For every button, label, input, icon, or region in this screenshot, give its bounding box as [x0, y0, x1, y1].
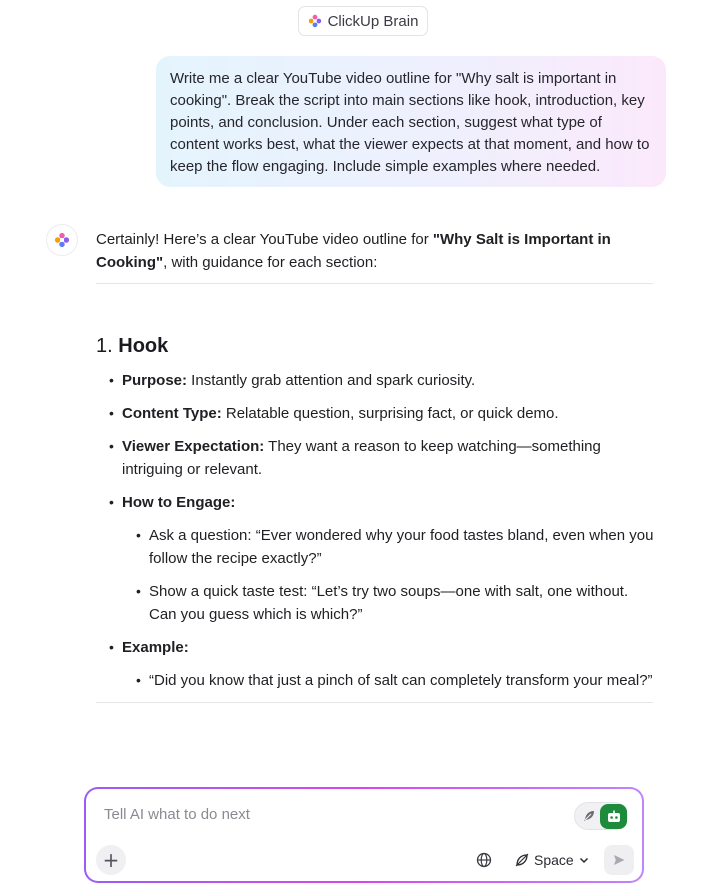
- header-title: ClickUp Brain: [327, 12, 419, 30]
- item-text: Relatable question, surprising fact, or quick demo.: [221, 405, 559, 422]
- clickup-brain-avatar-icon: [54, 232, 70, 248]
- reply-intro-suffix: , with guidance for each section:: [163, 254, 378, 271]
- sublist-item: • Ask a question: “Ever wondered why your food tastes bland, even when you follow the recipe exactly?”: [122, 524, 656, 570]
- robot-icon[interactable]: [600, 804, 627, 829]
- list-item: [96, 369, 656, 392]
- user-message-text: Write me a clear YouTube video outline for "Why salt is important in cooking". Break the script into main sections like hook, introduction, key points, and conclusion. Under each section, suggest what type of content works best, what the viewer expects at that moment, and how to keep the flow engaging. Include simple examples where needed.: [170, 70, 650, 175]
- list-item: [96, 636, 656, 692]
- composer: [84, 787, 644, 883]
- globe-icon[interactable]: [474, 850, 494, 870]
- item-label: Viewer Expectation:: [122, 438, 265, 455]
- ai-avatar: [46, 224, 78, 256]
- sublist-item: • “Did you know that just a pinch of salt can completely transform your meal?”: [122, 669, 656, 692]
- engage-sublist: [122, 524, 656, 626]
- clickup-brain-icon: [308, 14, 322, 28]
- item-label: Purpose:: [122, 372, 188, 389]
- hook-details-list: [96, 369, 656, 692]
- space-icon: [514, 852, 530, 868]
- section-title: [96, 333, 656, 359]
- ai-reply: [96, 228, 656, 703]
- list-item: [96, 435, 656, 481]
- item-text: Instantly grab attention and spark curiosity.: [187, 372, 476, 389]
- item-text: They want a reason to keep watching—something intriguing or relevant.: [122, 438, 601, 478]
- add-attachment-button[interactable]: [96, 845, 126, 875]
- item-label: Example:: [122, 639, 189, 656]
- space-selector[interactable]: [514, 847, 590, 873]
- clickup-brain-badge[interactable]: [298, 6, 428, 36]
- reply-divider-bottom: [96, 702, 653, 703]
- reply-intro-bold: "Why Salt is Important in Cooking": [96, 231, 611, 271]
- plus-icon: +: [102, 848, 120, 872]
- user-message-bubble: [156, 56, 666, 187]
- list-item: [96, 402, 656, 425]
- example-sublist: [122, 669, 656, 692]
- send-icon: [612, 853, 626, 867]
- chevron-down-icon: [578, 854, 590, 866]
- reply-divider-top: [96, 283, 653, 284]
- list-item: [96, 491, 656, 626]
- sublist-item: • Show a quick taste test: “Let’s try two soups—one with salt, one without. Can you guess which is which?”: [122, 580, 656, 626]
- reply-intro: [96, 228, 656, 274]
- mode-toggle[interactable]: [574, 802, 628, 830]
- section-title-text: Hook: [118, 335, 169, 357]
- composer-inner: [86, 789, 642, 881]
- send-button[interactable]: [604, 845, 634, 875]
- reply-intro-prefix: Certainly! Here’s a clear YouTube video outline for: [96, 231, 433, 248]
- feather-icon[interactable]: [580, 807, 598, 825]
- prompt-input[interactable]: [104, 806, 524, 823]
- section-number: 1.: [96, 335, 113, 357]
- space-label: Space: [534, 852, 574, 868]
- item-label: Content Type:: [122, 405, 222, 422]
- item-label: How to Engage:: [122, 494, 236, 511]
